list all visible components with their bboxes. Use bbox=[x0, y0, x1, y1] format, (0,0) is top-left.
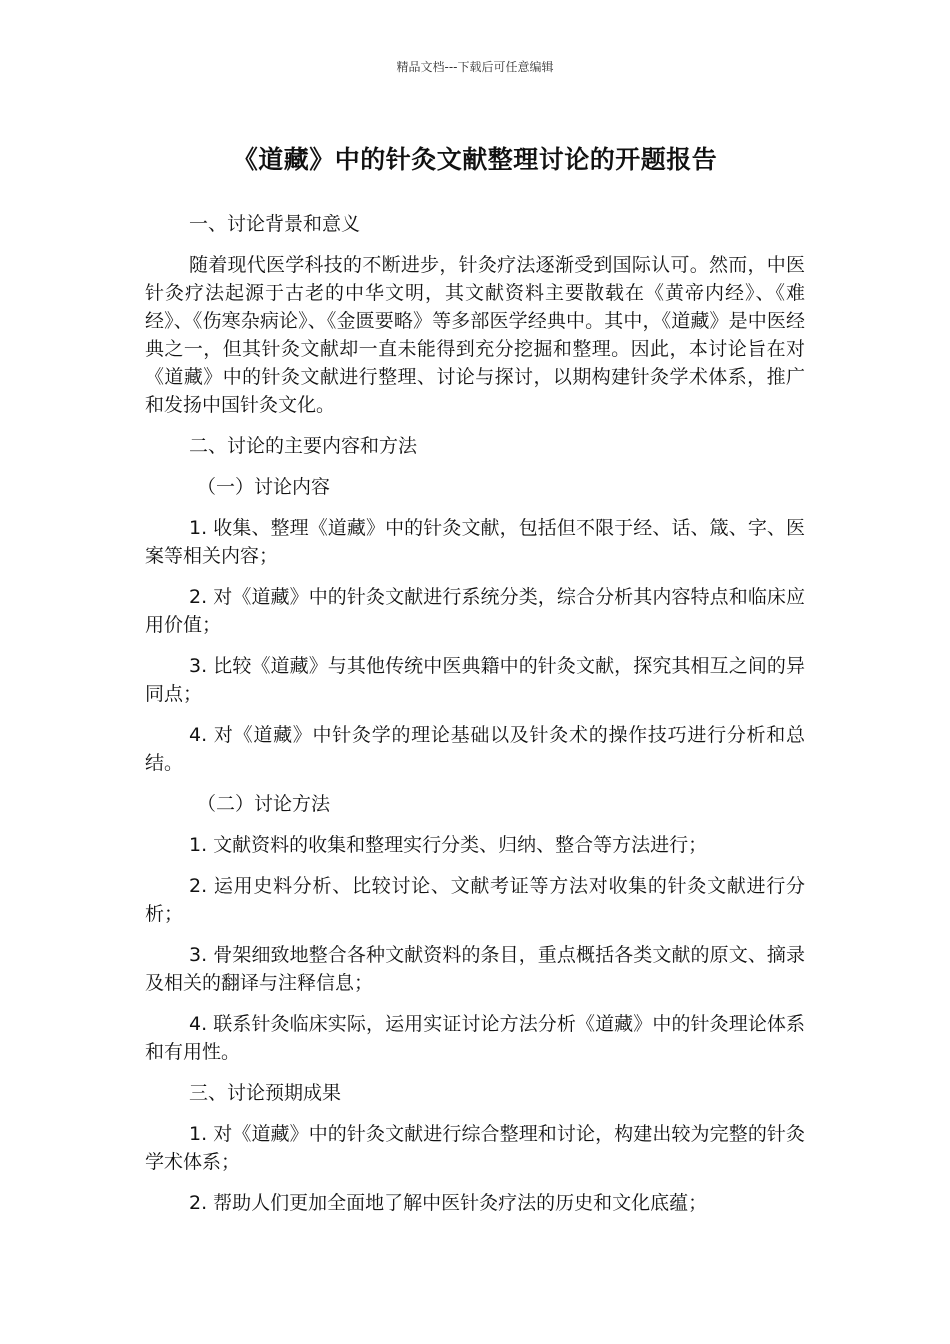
subsection-heading-content: （一）讨论内容 bbox=[197, 476, 331, 498]
section-heading-content-method: 二、讨论的主要内容和方法 bbox=[189, 435, 418, 457]
method-item-4: 4. 联系针灸临床实际，运用实证讨论方法分析《道藏》中的针灸理论体系和有用性。 bbox=[145, 1013, 805, 1063]
paragraph-background: 随着现代医学科技的不断进步，针灸疗法逐渐受到国际认可。然而，中医针灸疗法起源于古老的中华文明，其文献资料主要散载在《黄帝内经》、《难经》、《伤寒杂病论》、《金匮要略》等多部医学经典中。其中，《道藏》是中医经典之一，但其针灸文献却一直未能得到充分挖掘和整理。因此，本讨论旨在对《道藏》中的针灸文献进行整理、讨论与探讨，以期构建针灸学术体系，推广和发扬中国针灸文化。 bbox=[145, 254, 805, 416]
method-item-2: 2. 运用史料分析、比较讨论、文献考证等方法对收集的针灸文献进行分析； bbox=[145, 875, 805, 925]
content-item-1: 1. 收集、整理《道藏》中的针灸文献，包括但不限于经、话、箴、字、医案等相关内容； bbox=[145, 517, 805, 567]
subsection-heading-method: （二）讨论方法 bbox=[197, 793, 331, 815]
document-title: 《道藏》中的针灸文献整理讨论的开题报告 bbox=[232, 145, 718, 174]
section-heading-background: 一、讨论背景和意义 bbox=[189, 213, 361, 235]
section-heading-outcomes: 三、讨论预期成果 bbox=[189, 1082, 342, 1104]
method-item-3: 3. 骨架细致地整合各种文献资料的条目，重点概括各类文献的原文、摘录及相关的翻译与注释信息； bbox=[145, 944, 805, 994]
outcome-item-1: 1. 对《道藏》中的针灸文献进行综合整理和讨论，构建出较为完整的针灸学术体系； bbox=[145, 1123, 805, 1173]
method-item-1: 1. 文献资料的收集和整理实行分类、归纳、整合等方法进行； bbox=[189, 834, 708, 856]
document-body bbox=[145, 210, 805, 1230]
content-item-4: 4. 对《道藏》中针灸学的理论基础以及针灸术的操作技巧进行分析和总结。 bbox=[145, 724, 805, 774]
content-item-3: 3. 比较《道藏》与其他传统中医典籍中的针灸文献，探究其相互之间的异同点； bbox=[145, 655, 805, 705]
content-item-2: 2. 对《道藏》中的针灸文献进行系统分类，综合分析其内容特点和临床应用价值； bbox=[145, 586, 805, 636]
header-note: 精品文档---下载后可任意编辑 bbox=[396, 60, 554, 74]
outcome-item-2: 2. 帮助人们更加全面地了解中医针灸疗法的历史和文化底蕴； bbox=[189, 1192, 708, 1214]
